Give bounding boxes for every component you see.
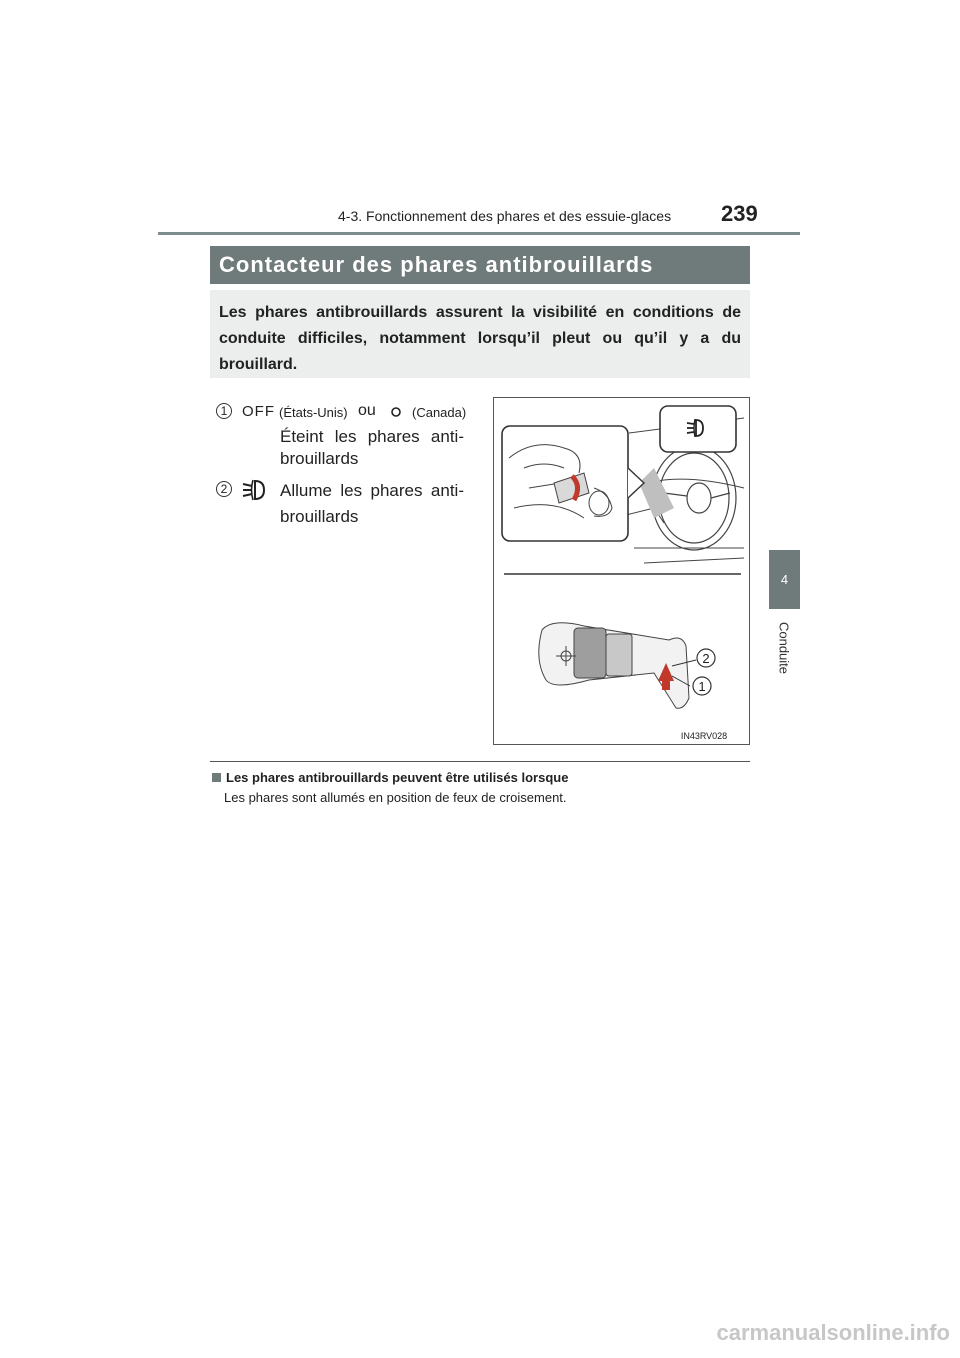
or-word: ou: [358, 402, 376, 419]
chapter-tab: 4: [769, 550, 800, 609]
intro-box: Les phares antibrouillards assurent la visibilité en conditions de conduite difficiles, notamment lorsqu’il pleut ou qu’il y a du brouillard.: [210, 290, 750, 378]
item-1-description-line1: Éteint les phares anti-: [280, 427, 464, 446]
callout-number-1: 1: [698, 679, 706, 694]
item-1-description-line2: brouillards: [280, 449, 359, 468]
bottom-rule: [210, 761, 750, 762]
item-2-description-line2: brouillards: [280, 507, 359, 526]
chapter-label: Conduite: [776, 621, 792, 675]
canada-label: (Canada): [412, 405, 467, 420]
canada-off-symbol-icon: [390, 406, 402, 418]
item-1-number: 1: [216, 403, 232, 419]
off-symbol-icon: OFF: [242, 403, 275, 420]
callout-number-2: 2: [702, 651, 710, 666]
section-title: Contacteur des phares antibrouillards: [210, 246, 750, 284]
watermark: carmanualsonline.info: [716, 1320, 950, 1345]
fog-light-callout-box: [660, 406, 736, 452]
illustration-frame: [493, 397, 750, 745]
note-heading: [212, 770, 568, 785]
note-heading-text: Les phares antibrouillards peuvent être utilisés lorsque: [226, 770, 569, 785]
item-2-number: 2: [216, 481, 232, 497]
square-bullet-icon: [212, 773, 221, 782]
us-label: (États-Unis): [279, 405, 348, 420]
header-section-ref: 4-3. Fonctionnement des phares et des essuie-glaces: [338, 208, 672, 224]
header-rule: [158, 232, 800, 235]
note-body: Les phares sont allumés en position de feux de croisement.: [224, 790, 567, 805]
front-fog-light-icon: [240, 478, 268, 502]
illustration-code: IN43RV028: [680, 731, 728, 741]
page-number: 239: [721, 201, 758, 226]
illustration: [494, 398, 749, 744]
item-2-description-line1: Allume les phares anti-: [280, 481, 464, 500]
